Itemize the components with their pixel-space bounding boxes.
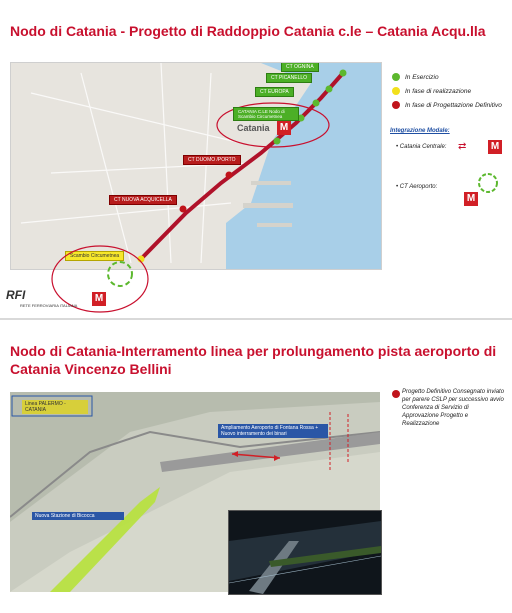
metro-icon: M xyxy=(92,292,106,306)
map-graphic xyxy=(11,63,381,269)
station-tag: CATANIA C.LE Nodo di Scambio Circumetnea xyxy=(233,107,299,121)
station-tag: CT PICANELLO xyxy=(266,73,312,83)
station-tag: Scambio Circumetnea xyxy=(65,251,124,261)
annotation-ampliamento: Ampliamento Aeroporto di Fontana Rossa + Nuovo interramento dei binari xyxy=(218,424,328,438)
legend-item xyxy=(392,84,502,98)
integration-title: Integrazione Modale: xyxy=(390,128,450,134)
slide-title-line1: Nodo di Catania-Interramento linea per prolungamento pista aeroporto di xyxy=(10,343,497,359)
map-city-label: Catania xyxy=(237,123,270,133)
legend-label: In Esercizio xyxy=(405,73,439,81)
annotation-stazione: Nuova Stazione di Bicocca xyxy=(32,512,124,520)
green-dot-icon xyxy=(392,73,400,81)
project-status-note: Progetto Definitivo Consegnato inviato per parere CSLP per successivo avvio Conferenza di Servizio di Approvazione Progetto e Realizzazione xyxy=(402,389,505,427)
exchange-arrows-icon: ⇄ xyxy=(458,141,467,152)
station-tag: CT DUOMO /PORTO xyxy=(183,155,241,165)
metro-icon: M xyxy=(277,121,291,135)
integration-row: • Catania Centrale: xyxy=(396,144,447,150)
legend xyxy=(392,70,502,112)
metro-icon: M xyxy=(488,140,502,154)
legend-label: In fase di realizzazione xyxy=(405,87,472,95)
slide-title-line2: Catania Vincenzo Bellini xyxy=(10,361,172,377)
red-dot-icon xyxy=(392,390,400,398)
legend-item xyxy=(392,70,502,84)
station-tag: CT OGNINA xyxy=(281,62,319,72)
metro-icon: M xyxy=(464,192,478,206)
legend-item xyxy=(392,98,502,112)
rfi-logo: RFI xyxy=(6,288,26,302)
annotation-linea: Linea PALERMO - CATANIA xyxy=(22,400,88,414)
station-tag: CT EUROPA xyxy=(255,87,294,97)
yellow-dot-icon xyxy=(392,87,400,95)
slide-title: Nodo di Catania - Progetto di Raddoppio Catania c.le – Catania Acqu.lla xyxy=(10,23,486,39)
inset-graphic xyxy=(229,511,381,594)
inset-3d-render xyxy=(228,510,382,595)
integration-label: CT Aeroporto: xyxy=(399,184,438,190)
legend-label: In fase di Progettazione Definitivo xyxy=(405,101,502,109)
map xyxy=(10,62,382,270)
red-dot-icon xyxy=(392,101,400,109)
circumetnea-logo-icon xyxy=(470,172,506,194)
station-tag: CT NUOVA ACQUICELLA xyxy=(109,195,177,205)
integration-label: Catania Centrale: xyxy=(399,144,447,150)
rfi-subtitle: RETE FERROVIARIA ITALIANA xyxy=(20,303,78,308)
integration-row: • CT Aeroporto: xyxy=(396,184,438,190)
